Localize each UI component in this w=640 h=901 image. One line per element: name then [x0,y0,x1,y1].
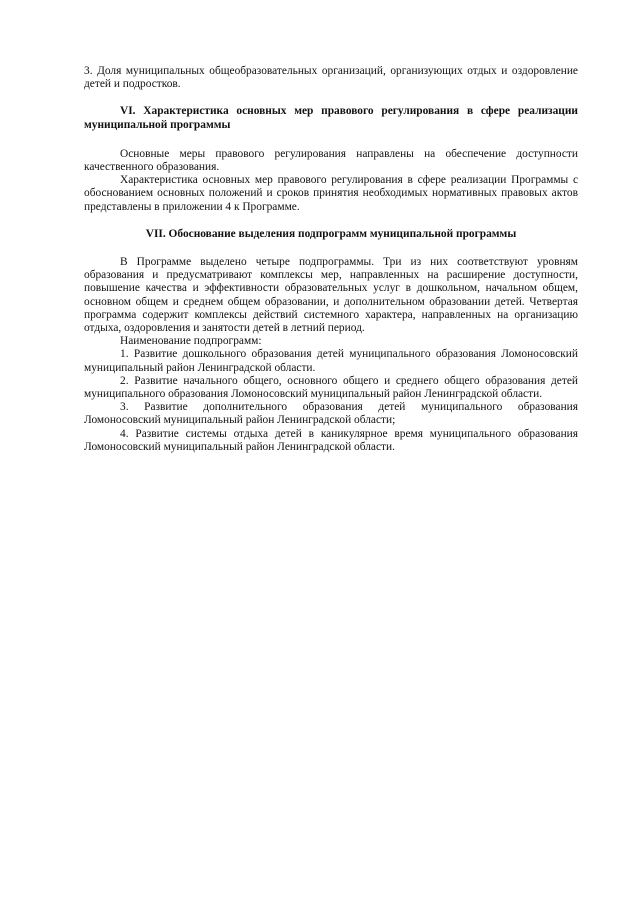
section-7-paragraph-1: В Программе выделено четыре подпрограммы. Три из них соответствуют уровням образования и предусматривают комплексы мер, направленных на расширение доступности, повышение качества и эффективности образовательных услуг в дошкольном, начальном общем, основном общем и среднем общем образовании, и дополнительном образовании детей. Четвертая программа содержит комплексы действий системного характера, направленных на организацию отдыха, оздоровления и занятости детей в летний период. [84,256,578,335]
subprograms-list-title: Наименование подпрограмм: [120,335,262,348]
spacer [84,132,578,148]
section-6-paragraph-1: Основные меры правового регулирования направлены на обеспечение доступности качественного образования. [84,147,578,174]
subprogram-item-1: 1. Развитие дошкольного образования детей муниципального образования Ломоносовский муниципальный район Ленинградской области. [84,348,578,374]
section-7-heading: VII. Обоснование выделения подпрограмм муниципальной программы [145,227,517,240]
document-page [84,65,578,454]
intro-item-3: 3. Доля муниципальных общеобразовательных организаций, организующих отдых и оздоровление детей и подростков. [84,65,578,91]
subprogram-item-2: 2. Развитие начального общего, основного общего и среднего общего образования детей муниципального образования Ломоносовский муниципальный район Ленинградской области. [84,374,578,401]
spacer [84,91,578,105]
spacer [84,241,578,256]
section-6-paragraph-2: Характеристика основных мер правового регулирования в сфере реализации Программы с обоснованием основных положений и сроков принятия необходимых нормативных правовых актов представлены в приложении 4 к Программе. [84,174,578,213]
section-6-heading: VI. Характеристика основных мер правового регулирования в сфере реализации муниципальной программы [84,105,578,131]
subprogram-item-3: 3. Развитие дополнительного образования детей муниципального образования Ломоносовский муниципальный район Ленинградской области; [84,401,578,427]
spacer [84,214,578,228]
subprogram-item-4: 4. Развитие системы отдыха детей в каникулярное время муниципального образования Ломоносовский муниципальный район Ленинградской области. [84,427,578,453]
